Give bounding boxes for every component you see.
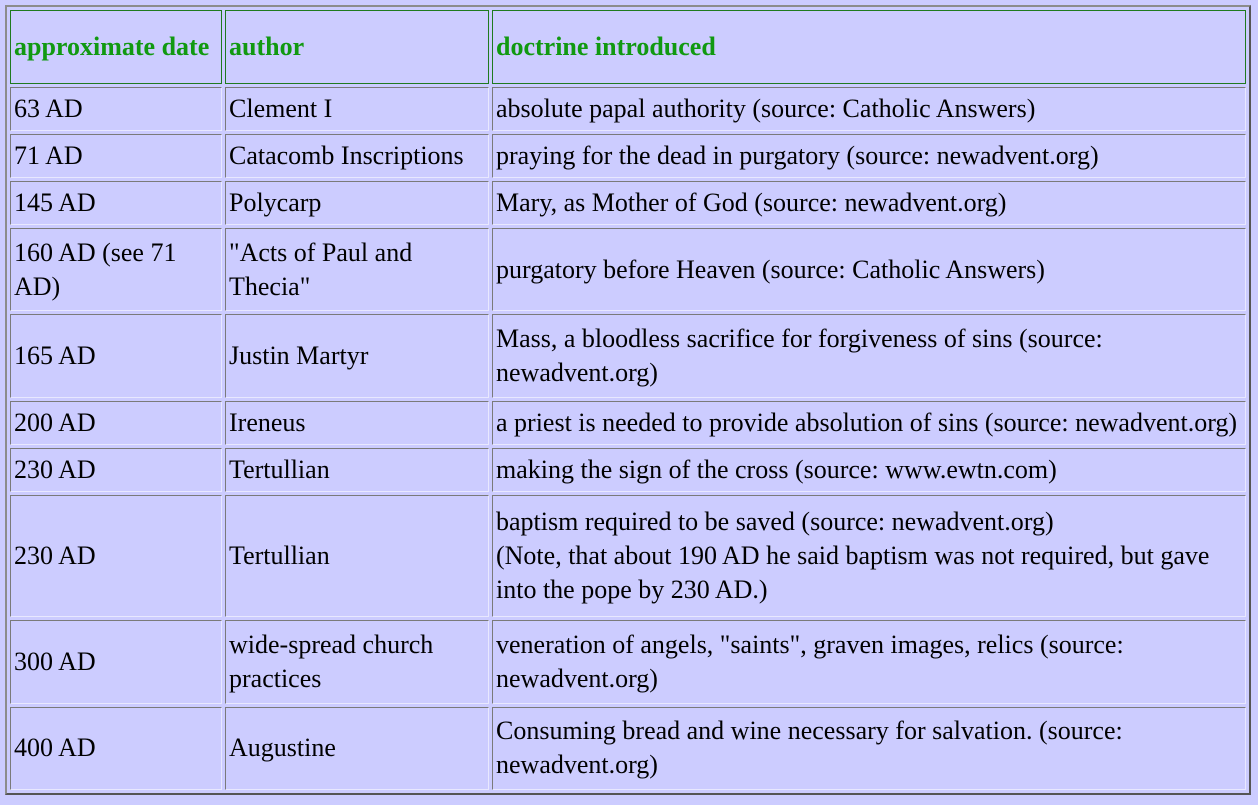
date-cell: 200 AD bbox=[10, 401, 222, 445]
table-row bbox=[10, 314, 1246, 397]
doctrine-cell: Mass, a bloodless sacrifice for forgiveness of sins (source: newadvent.org) bbox=[492, 314, 1246, 397]
author-cell: Justin Martyr bbox=[225, 314, 489, 397]
doctrine-cell: veneration of angels, "saints", graven images, relics (source: newadvent.org) bbox=[492, 620, 1246, 703]
table-row bbox=[10, 448, 1246, 492]
doctrine-cell: making the sign of the cross (source: www.ewtn.com) bbox=[492, 448, 1246, 492]
doctrine-cell: Mary, as Mother of God (source: newadvent.org) bbox=[492, 181, 1246, 225]
doctrine-note: (Note, that about 190 AD he said baptism was not required, but gave into the pope by 230 AD.) bbox=[496, 540, 1210, 604]
date-cell: 145 AD bbox=[10, 181, 222, 225]
doctrine-cell: purgatory before Heaven (source: Catholic Answers) bbox=[492, 228, 1246, 311]
header-doctrine: doctrine introduced bbox=[492, 10, 1246, 84]
date-cell: 300 AD bbox=[10, 620, 222, 703]
doctrine-cell bbox=[492, 495, 1246, 618]
doctrine-cell: praying for the dead in purgatory (source: newadvent.org) bbox=[492, 134, 1246, 178]
table-row bbox=[10, 87, 1246, 131]
date-cell: 165 AD bbox=[10, 314, 222, 397]
date-cell: 230 AD bbox=[10, 495, 222, 618]
table-row bbox=[10, 495, 1246, 618]
table-row bbox=[10, 228, 1246, 311]
doctrine-cell: absolute papal authority (source: Catholic Answers) bbox=[492, 87, 1246, 131]
author-cell: Polycarp bbox=[225, 181, 489, 225]
table-row bbox=[10, 181, 1246, 225]
author-cell: Ireneus bbox=[225, 401, 489, 445]
author-cell: Augustine bbox=[225, 707, 489, 790]
author-cell: Tertullian bbox=[225, 448, 489, 492]
doctrine-cell: Consuming bread and wine necessary for salvation. (source: newadvent.org) bbox=[492, 707, 1246, 790]
author-cell: Tertullian bbox=[225, 495, 489, 618]
author-cell: Catacomb Inscriptions bbox=[225, 134, 489, 178]
header-date: approximate date bbox=[10, 10, 222, 84]
date-cell: 400 AD bbox=[10, 707, 222, 790]
date-cell: 63 AD bbox=[10, 87, 222, 131]
doctrine-table bbox=[7, 7, 1249, 793]
author-cell: wide-spread church practices bbox=[225, 620, 489, 703]
header-row bbox=[10, 10, 1246, 84]
doctrine-table-frame bbox=[5, 5, 1251, 795]
date-cell: 71 AD bbox=[10, 134, 222, 178]
date-cell: 160 AD (see 71 AD) bbox=[10, 228, 222, 311]
date-cell: 230 AD bbox=[10, 448, 222, 492]
doctrine-cell: a priest is needed to provide absolution of sins (source: newadvent.org) bbox=[492, 401, 1246, 445]
doctrine-text: baptism required to be saved (source: newadvent.org) bbox=[496, 506, 1054, 536]
table-row bbox=[10, 401, 1246, 445]
author-cell: Clement I bbox=[225, 87, 489, 131]
table-row bbox=[10, 707, 1246, 790]
table-row bbox=[10, 620, 1246, 703]
table-row bbox=[10, 134, 1246, 178]
author-cell: "Acts of Paul and Thecia" bbox=[225, 228, 489, 311]
header-author: author bbox=[225, 10, 489, 84]
